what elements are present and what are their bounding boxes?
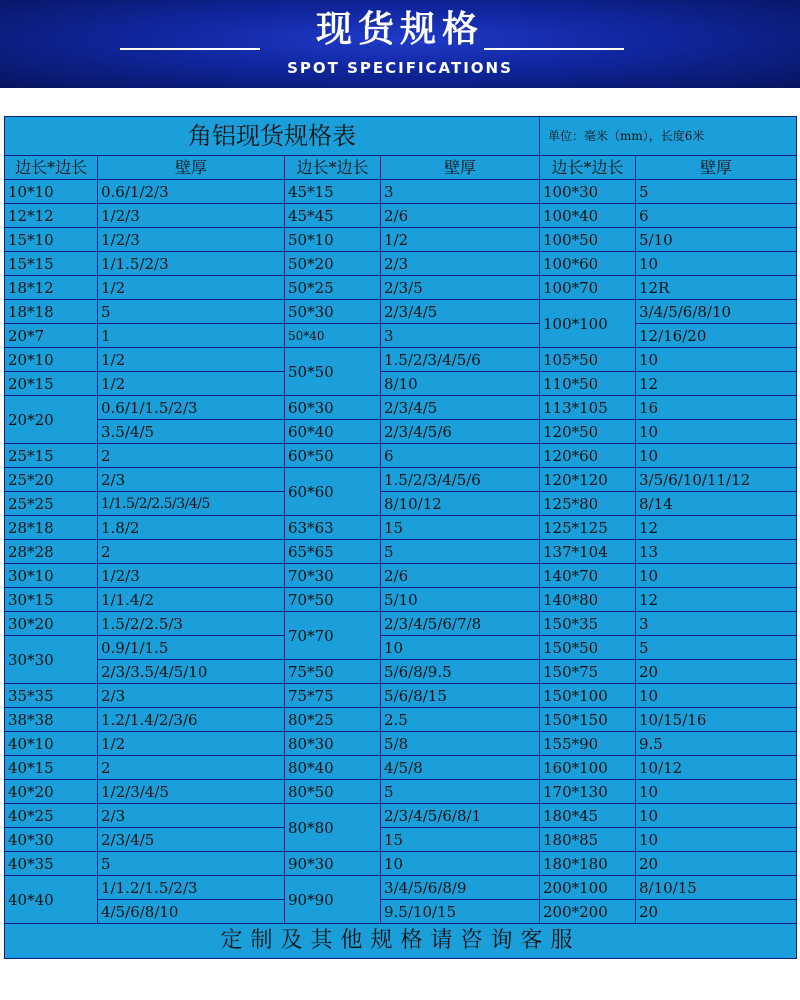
thickness-cell: 5 — [98, 852, 285, 876]
size-cell: 60*40 — [285, 420, 381, 444]
page-subtitle: SPOT SPECIFICATIONS — [287, 59, 513, 77]
table-row — [5, 780, 797, 804]
thickness-cell: 1.5/2/3/4/5/6 — [381, 348, 540, 372]
thickness-cell: 6 — [636, 204, 797, 228]
thickness-cell: 2 — [98, 756, 285, 780]
size-cell: 50*30 — [285, 300, 381, 324]
size-cell: 75*50 — [285, 660, 381, 684]
table-row — [5, 588, 797, 612]
thickness-cell: 10/15/16 — [636, 708, 797, 732]
size-cell: 50*20 — [285, 252, 381, 276]
thickness-cell: 8/10/15 — [636, 876, 797, 900]
thickness-cell: 1/2 — [381, 228, 540, 252]
table-row — [5, 660, 797, 684]
size-cell: 63*63 — [285, 516, 381, 540]
table-row — [5, 900, 797, 924]
size-cell: 18*18 — [5, 300, 98, 324]
thickness-cell: 1/1.5/2/2.5/3/4/5 — [98, 492, 285, 516]
thickness-cell: 2/3 — [98, 468, 285, 492]
header-row — [5, 156, 797, 180]
size-cell: 180*45 — [540, 804, 636, 828]
thickness-cell: 2/6 — [381, 204, 540, 228]
table-row — [5, 420, 797, 444]
table-row — [5, 684, 797, 708]
thickness-cell: 20 — [636, 900, 797, 924]
thickness-cell: 10/12 — [636, 756, 797, 780]
thickness-cell: 1/1.4/2 — [98, 588, 285, 612]
size-cell: 40*40 — [5, 876, 98, 924]
size-cell: 28*18 — [5, 516, 98, 540]
table-row — [5, 564, 797, 588]
thickness-cell: 1/2/3 — [98, 228, 285, 252]
size-cell: 100*50 — [540, 228, 636, 252]
size-cell: 100*30 — [540, 180, 636, 204]
size-cell: 100*40 — [540, 204, 636, 228]
table-row — [5, 228, 797, 252]
size-cell: 30*30 — [5, 636, 98, 684]
thickness-cell: 5/10 — [636, 228, 797, 252]
size-cell: 113*105 — [540, 396, 636, 420]
footer-row — [5, 924, 797, 959]
thickness-cell: 10 — [636, 348, 797, 372]
spec-table — [4, 116, 797, 959]
size-cell: 60*60 — [285, 468, 381, 516]
size-cell: 50*10 — [285, 228, 381, 252]
size-cell: 40*15 — [5, 756, 98, 780]
thickness-cell: 10 — [636, 420, 797, 444]
table-row — [5, 204, 797, 228]
col-header: 壁厚 — [636, 156, 797, 180]
thickness-cell: 5 — [636, 636, 797, 660]
size-cell: 150*50 — [540, 636, 636, 660]
thickness-cell: 2/3 — [381, 252, 540, 276]
size-cell: 155*90 — [540, 732, 636, 756]
thickness-cell: 5 — [98, 300, 285, 324]
table-row — [5, 516, 797, 540]
thickness-cell: 20 — [636, 852, 797, 876]
table-row — [5, 612, 797, 636]
table-row — [5, 348, 797, 372]
size-cell: 80*30 — [285, 732, 381, 756]
thickness-cell: 2 — [98, 540, 285, 564]
size-cell: 160*100 — [540, 756, 636, 780]
size-cell: 140*80 — [540, 588, 636, 612]
thickness-cell: 5/6/8/15 — [381, 684, 540, 708]
size-cell: 110*50 — [540, 372, 636, 396]
table-row — [5, 708, 797, 732]
size-cell: 40*35 — [5, 852, 98, 876]
size-cell: 60*30 — [285, 396, 381, 420]
table-row — [5, 732, 797, 756]
size-cell: 50*25 — [285, 276, 381, 300]
size-cell: 30*20 — [5, 612, 98, 636]
table-row — [5, 852, 797, 876]
thickness-cell: 10 — [636, 252, 797, 276]
thickness-cell: 0.9/1/1.5 — [98, 636, 285, 660]
size-cell: 45*15 — [285, 180, 381, 204]
thickness-cell: 2/3/4/5/6 — [381, 420, 540, 444]
size-cell: 40*30 — [5, 828, 98, 852]
table-row — [5, 300, 797, 324]
col-header: 壁厚 — [98, 156, 285, 180]
thickness-cell: 3 — [381, 324, 540, 348]
page-title: 现货规格 — [315, 9, 484, 50]
thickness-cell: 1.2/1.4/2/3/6 — [98, 708, 285, 732]
thickness-cell: 1.5/2/3/4/5/6 — [381, 468, 540, 492]
thickness-cell: 10 — [636, 564, 797, 588]
thickness-cell: 20 — [636, 660, 797, 684]
thickness-cell: 2/3 — [98, 804, 285, 828]
table-row — [5, 444, 797, 468]
table-row — [5, 276, 797, 300]
size-cell: 12*12 — [5, 204, 98, 228]
col-header: 边长*边长 — [5, 156, 98, 180]
size-cell: 70*50 — [285, 588, 381, 612]
thickness-cell: 3 — [636, 612, 797, 636]
table-title: 角铝现货规格表 — [5, 117, 540, 156]
thickness-cell: 9.5 — [636, 732, 797, 756]
unit-note: 单位：毫米（mm），长度6米 — [540, 117, 797, 156]
size-cell: 38*38 — [5, 708, 98, 732]
thickness-cell: 10 — [636, 828, 797, 852]
size-cell: 100*70 — [540, 276, 636, 300]
thickness-cell: 1/2/3 — [98, 204, 285, 228]
size-cell: 100*60 — [540, 252, 636, 276]
size-cell: 137*104 — [540, 540, 636, 564]
table-row — [5, 396, 797, 420]
size-cell: 35*35 — [5, 684, 98, 708]
thickness-cell: 10 — [381, 636, 540, 660]
thickness-cell: 12 — [636, 372, 797, 396]
thickness-cell: 2/3/4/5 — [98, 828, 285, 852]
thickness-cell: 4/5/8 — [381, 756, 540, 780]
thickness-cell: 10 — [636, 804, 797, 828]
size-cell: 120*50 — [540, 420, 636, 444]
size-cell: 65*65 — [285, 540, 381, 564]
size-cell: 15*15 — [5, 252, 98, 276]
size-cell: 200*200 — [540, 900, 636, 924]
size-cell: 25*15 — [5, 444, 98, 468]
thickness-cell: 3/4/5/6/8/10 — [636, 300, 797, 324]
thickness-cell: 3/4/5/6/8/9 — [381, 876, 540, 900]
size-cell: 30*15 — [5, 588, 98, 612]
size-cell: 10*10 — [5, 180, 98, 204]
thickness-cell: 3/5/6/10/11/12 — [636, 468, 797, 492]
thickness-cell: 15 — [381, 828, 540, 852]
table-row — [5, 876, 797, 900]
thickness-cell: 1/2/3 — [98, 564, 285, 588]
thickness-cell: 1/1.2/1.5/2/3 — [98, 876, 285, 900]
size-cell: 180*85 — [540, 828, 636, 852]
size-cell: 25*20 — [5, 468, 98, 492]
size-cell: 90*30 — [285, 852, 381, 876]
size-cell: 140*70 — [540, 564, 636, 588]
thickness-cell: 8/10/12 — [381, 492, 540, 516]
table-row — [5, 324, 797, 348]
size-cell: 125*80 — [540, 492, 636, 516]
thickness-cell: 1/2 — [98, 276, 285, 300]
size-cell: 90*90 — [285, 876, 381, 924]
thickness-cell: 8/10 — [381, 372, 540, 396]
table-row — [5, 756, 797, 780]
table-row — [5, 804, 797, 828]
thickness-cell: 3.5/4/5 — [98, 420, 285, 444]
size-cell: 40*25 — [5, 804, 98, 828]
thickness-cell: 12/16/20 — [636, 324, 797, 348]
thickness-cell: 2/3/4/5 — [381, 300, 540, 324]
thickness-cell: 1/2 — [98, 348, 285, 372]
size-cell: 18*12 — [5, 276, 98, 300]
thickness-cell: 5 — [381, 780, 540, 804]
thickness-cell: 10 — [636, 780, 797, 804]
thickness-cell: 0.6/1/2/3 — [98, 180, 285, 204]
header-divider-right — [484, 48, 624, 50]
table-row — [5, 252, 797, 276]
thickness-cell: 8/14 — [636, 492, 797, 516]
size-cell: 120*60 — [540, 444, 636, 468]
thickness-cell: 1.8/2 — [98, 516, 285, 540]
thickness-cell: 10 — [636, 684, 797, 708]
title-row — [5, 117, 797, 156]
thickness-cell: 2/3/3.5/4/5/10 — [98, 660, 285, 684]
size-cell: 200*100 — [540, 876, 636, 900]
thickness-cell: 16 — [636, 396, 797, 420]
table-row — [5, 828, 797, 852]
thickness-cell: 1/2/3/4/5 — [98, 780, 285, 804]
size-cell: 125*125 — [540, 516, 636, 540]
size-cell: 70*30 — [285, 564, 381, 588]
thickness-cell: 1 — [98, 324, 285, 348]
thickness-cell: 12R — [636, 276, 797, 300]
size-cell: 45*45 — [285, 204, 381, 228]
col-header: 边长*边长 — [540, 156, 636, 180]
thickness-cell: 10 — [636, 444, 797, 468]
thickness-cell: 5/8 — [381, 732, 540, 756]
table-row — [5, 492, 797, 516]
size-cell: 100*100 — [540, 300, 636, 348]
size-cell: 80*25 — [285, 708, 381, 732]
size-cell: 25*25 — [5, 492, 98, 516]
size-cell: 60*50 — [285, 444, 381, 468]
table-row — [5, 636, 797, 660]
size-cell: 80*40 — [285, 756, 381, 780]
size-cell: 20*7 — [5, 324, 98, 348]
thickness-cell: 2/3/4/5 — [381, 396, 540, 420]
size-cell: 50*40 — [285, 324, 381, 348]
size-cell: 75*75 — [285, 684, 381, 708]
thickness-cell: 9.5/10/15 — [381, 900, 540, 924]
table-row — [5, 180, 797, 204]
thickness-cell: 5/6/8/9.5 — [381, 660, 540, 684]
header-banner — [0, 0, 800, 88]
table-row — [5, 540, 797, 564]
size-cell: 150*100 — [540, 684, 636, 708]
thickness-cell: 3 — [381, 180, 540, 204]
size-cell: 20*10 — [5, 348, 98, 372]
thickness-cell: 4/5/6/8/10 — [98, 900, 285, 924]
col-header: 边长*边长 — [285, 156, 381, 180]
size-cell: 15*10 — [5, 228, 98, 252]
thickness-cell: 2/3/4/5/6/8/1 — [381, 804, 540, 828]
thickness-cell: 2/3/5 — [381, 276, 540, 300]
thickness-cell: 10 — [381, 852, 540, 876]
thickness-cell: 1/2 — [98, 372, 285, 396]
size-cell: 40*20 — [5, 780, 98, 804]
size-cell: 30*10 — [5, 564, 98, 588]
size-cell: 105*50 — [540, 348, 636, 372]
size-cell: 170*130 — [540, 780, 636, 804]
size-cell: 28*28 — [5, 540, 98, 564]
thickness-cell: 1.5/2/2.5/3 — [98, 612, 285, 636]
size-cell: 20*15 — [5, 372, 98, 396]
thickness-cell: 2.5 — [381, 708, 540, 732]
table-row — [5, 468, 797, 492]
size-cell: 180*180 — [540, 852, 636, 876]
thickness-cell: 6 — [381, 444, 540, 468]
thickness-cell: 12 — [636, 588, 797, 612]
thickness-cell: 2/3/4/5/6/7/8 — [381, 612, 540, 636]
thickness-cell: 5 — [381, 540, 540, 564]
thickness-cell: 1/1.5/2/3 — [98, 252, 285, 276]
table-row — [5, 372, 797, 396]
size-cell: 120*120 — [540, 468, 636, 492]
thickness-cell: 2/6 — [381, 564, 540, 588]
size-cell: 80*50 — [285, 780, 381, 804]
size-cell: 20*20 — [5, 396, 98, 444]
size-cell: 150*75 — [540, 660, 636, 684]
footer-note: 定制及其他规格请咨询客服 — [5, 924, 797, 959]
size-cell: 40*10 — [5, 732, 98, 756]
size-cell: 70*70 — [285, 612, 381, 660]
thickness-cell: 5 — [636, 180, 797, 204]
thickness-cell: 5/10 — [381, 588, 540, 612]
thickness-cell: 12 — [636, 516, 797, 540]
col-header: 壁厚 — [381, 156, 540, 180]
size-cell: 80*80 — [285, 804, 381, 852]
thickness-cell: 13 — [636, 540, 797, 564]
thickness-cell: 15 — [381, 516, 540, 540]
size-cell: 50*50 — [285, 348, 381, 396]
size-cell: 150*35 — [540, 612, 636, 636]
size-cell: 150*150 — [540, 708, 636, 732]
thickness-cell: 0.6/1/1.5/2/3 — [98, 396, 285, 420]
thickness-cell: 1/2 — [98, 732, 285, 756]
thickness-cell: 2/3 — [98, 684, 285, 708]
thickness-cell: 2 — [98, 444, 285, 468]
